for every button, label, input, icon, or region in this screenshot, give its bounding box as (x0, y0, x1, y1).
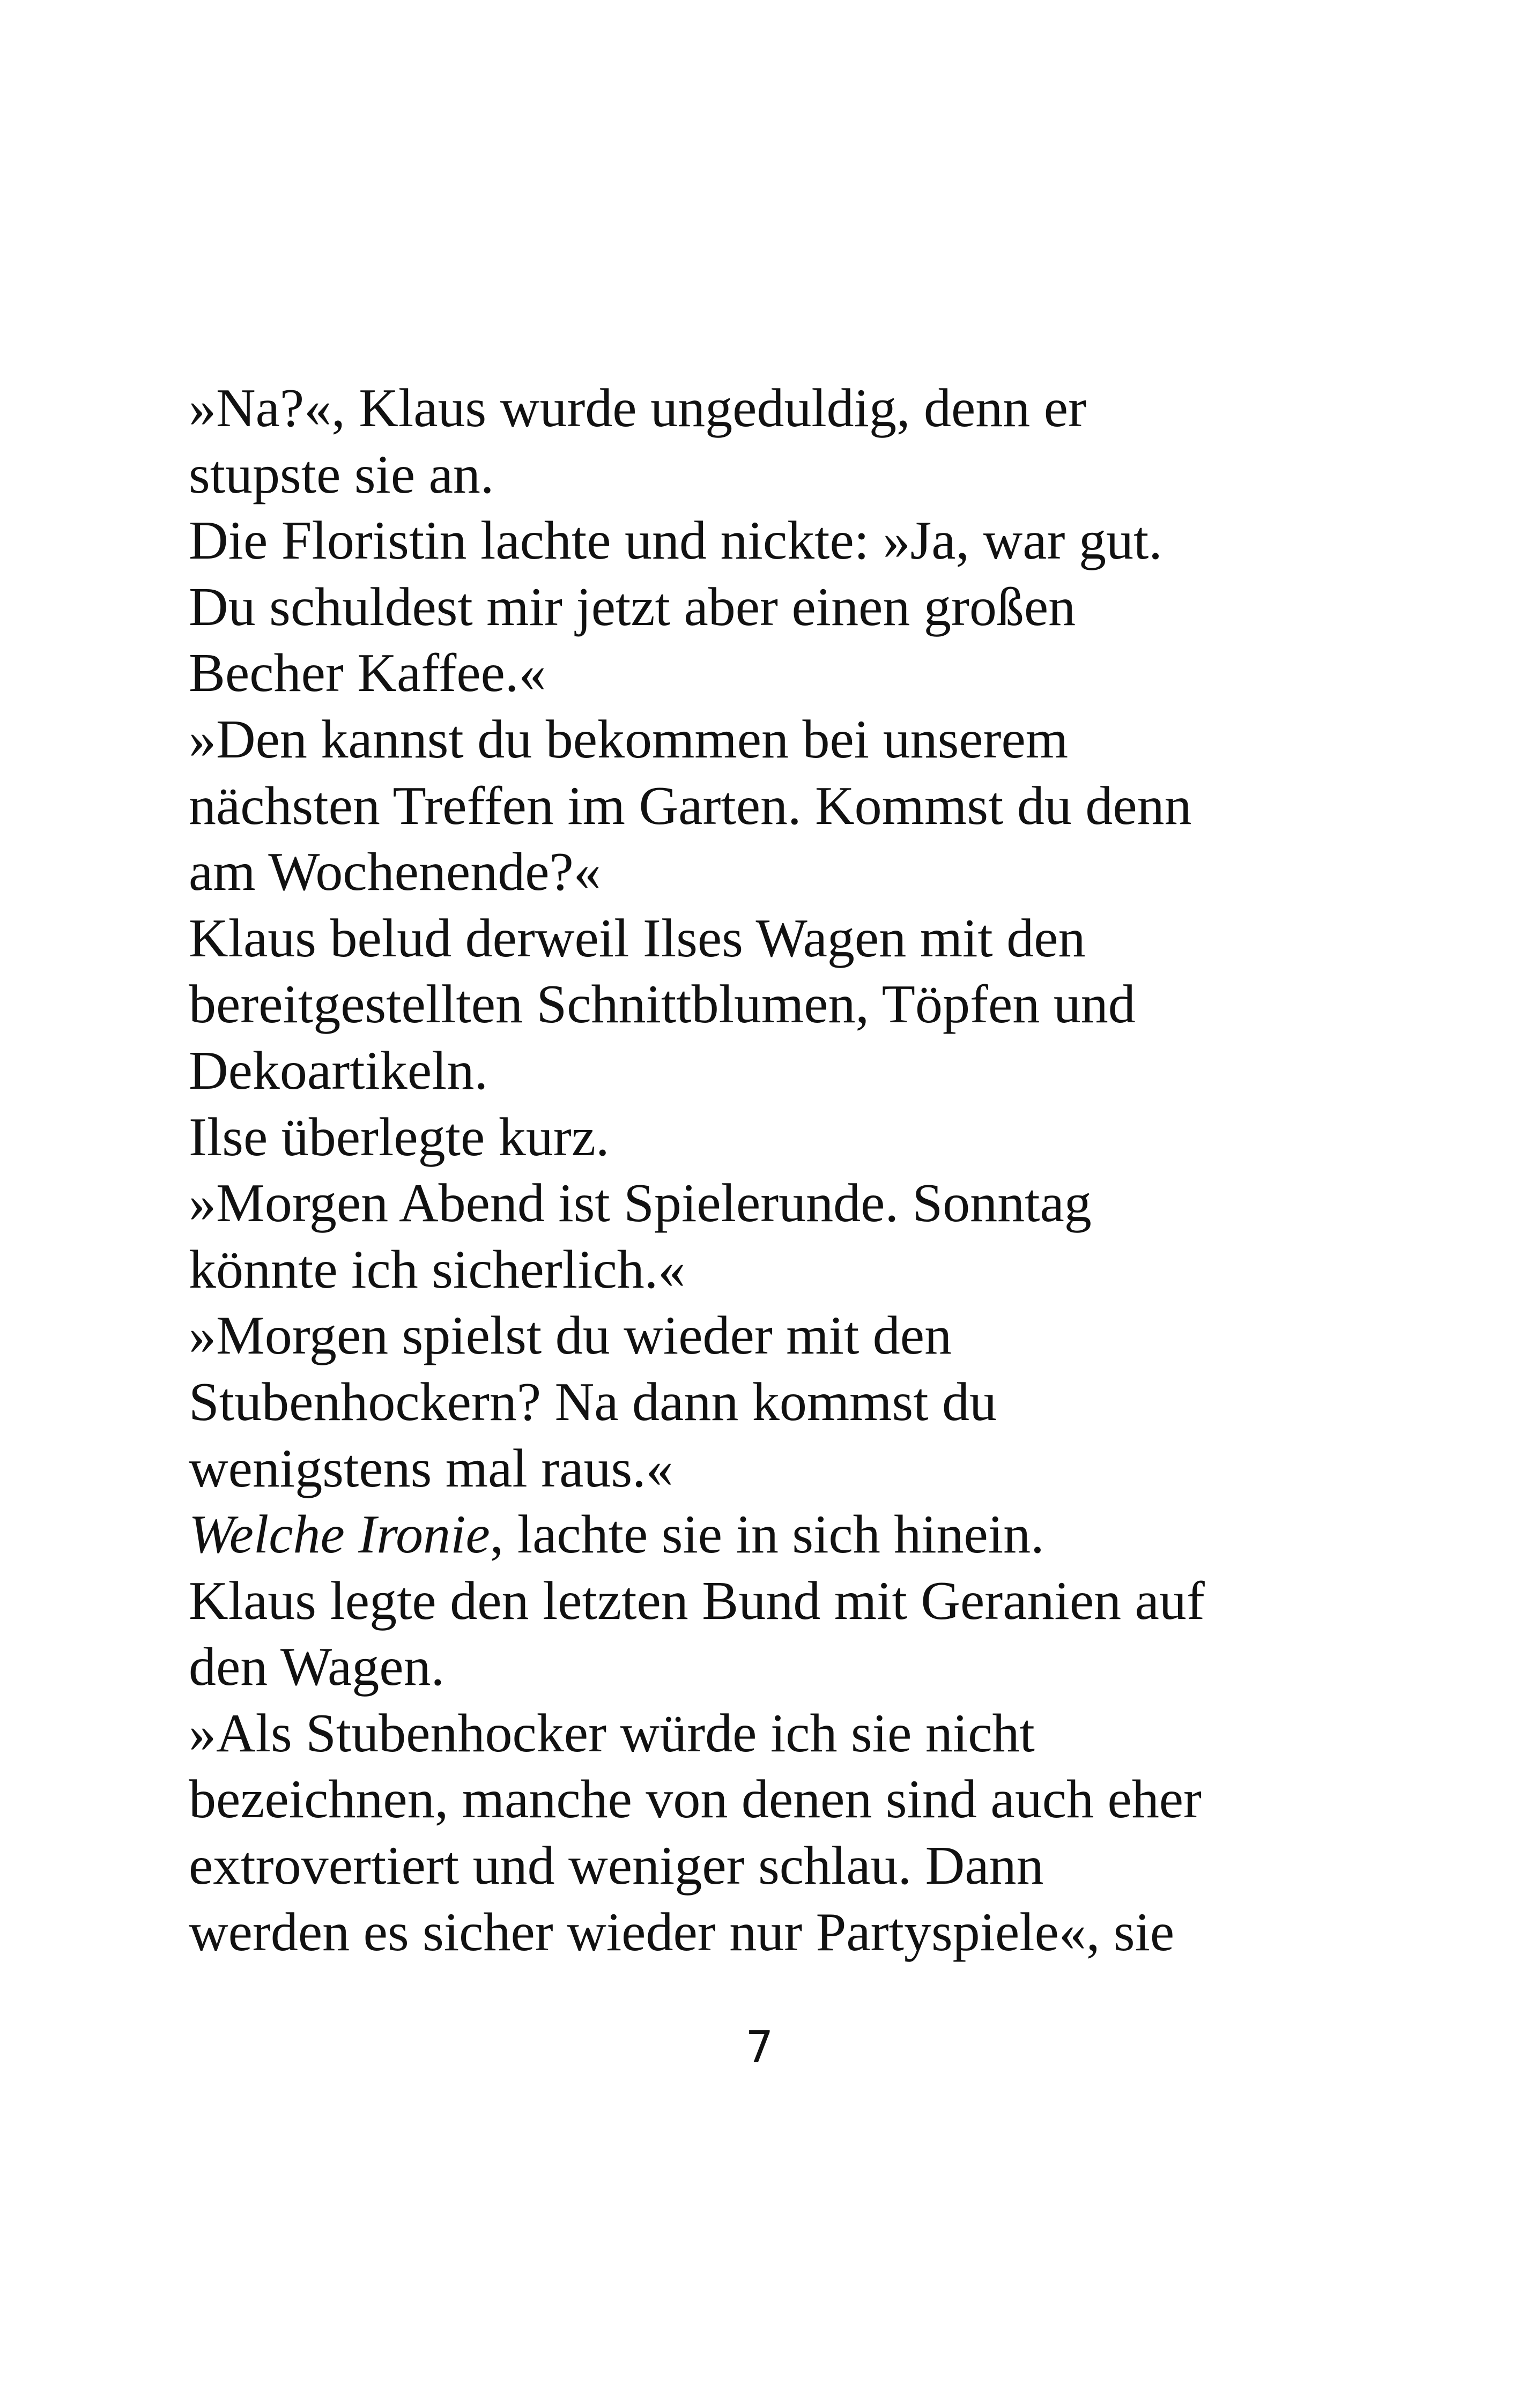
text-line: bezeichnen, manche von denen sind auch eher (189, 1769, 1202, 1830)
text-line: Ilse überlegte kurz. (189, 1106, 610, 1168)
text-line: »Morgen spielst du wieder mit den (189, 1305, 952, 1366)
text-line: könnte ich sicherlich.« (189, 1239, 686, 1300)
text-line: werden es sicher wieder nur Partyspiele«, sie (189, 1901, 1175, 1963)
text-line: »Den kannst du bekommen bei unserem (189, 709, 1069, 770)
body-text (189, 375, 1347, 1965)
text-line: »Na?«, Klaus wurde ungeduldig, denn er (189, 378, 1087, 439)
text-line: bereitgestellten Schnittblumen, Töpfen und (189, 974, 1136, 1035)
page-number: 7 (745, 2022, 774, 2073)
text-line: extrovertiert und weniger schlau. Dann (189, 1835, 1044, 1897)
text-line: stupste sie an. (189, 444, 494, 505)
italic-phrase: Welche Ironie (189, 1504, 490, 1565)
text-line (189, 1502, 1347, 1568)
text-line: »Als Stubenhocker würde ich sie nicht (189, 1703, 1035, 1764)
text-line-rest: , lachte sie in sich hinein. (490, 1504, 1044, 1565)
text-line: Du schuldest mir jetzt aber einen großen (189, 576, 1076, 637)
text-line: wenigstens mal raus.« (189, 1438, 673, 1499)
text-line: am Wochenende?« (189, 842, 601, 903)
text-line: Klaus legte den letzten Bund mit Geranien auf (189, 1570, 1205, 1631)
text-line: nächsten Treffen im Garten. Kommst du denn (189, 775, 1192, 836)
text-line: »Morgen Abend ist Spielerunde. Sonntag (189, 1173, 1092, 1234)
text-line: Die Floristin lachte und nickte: »Ja, war gut. (189, 510, 1162, 571)
text-line: den Wagen. (189, 1637, 445, 1698)
text-line: Dekoartikeln. (189, 1040, 488, 1101)
text-line: Klaus belud derweil Ilses Wagen mit den (189, 908, 1086, 969)
text-line: Stubenhockern? Na dann kommst du (189, 1371, 997, 1432)
text-line: Becher Kaffee.« (189, 643, 546, 704)
